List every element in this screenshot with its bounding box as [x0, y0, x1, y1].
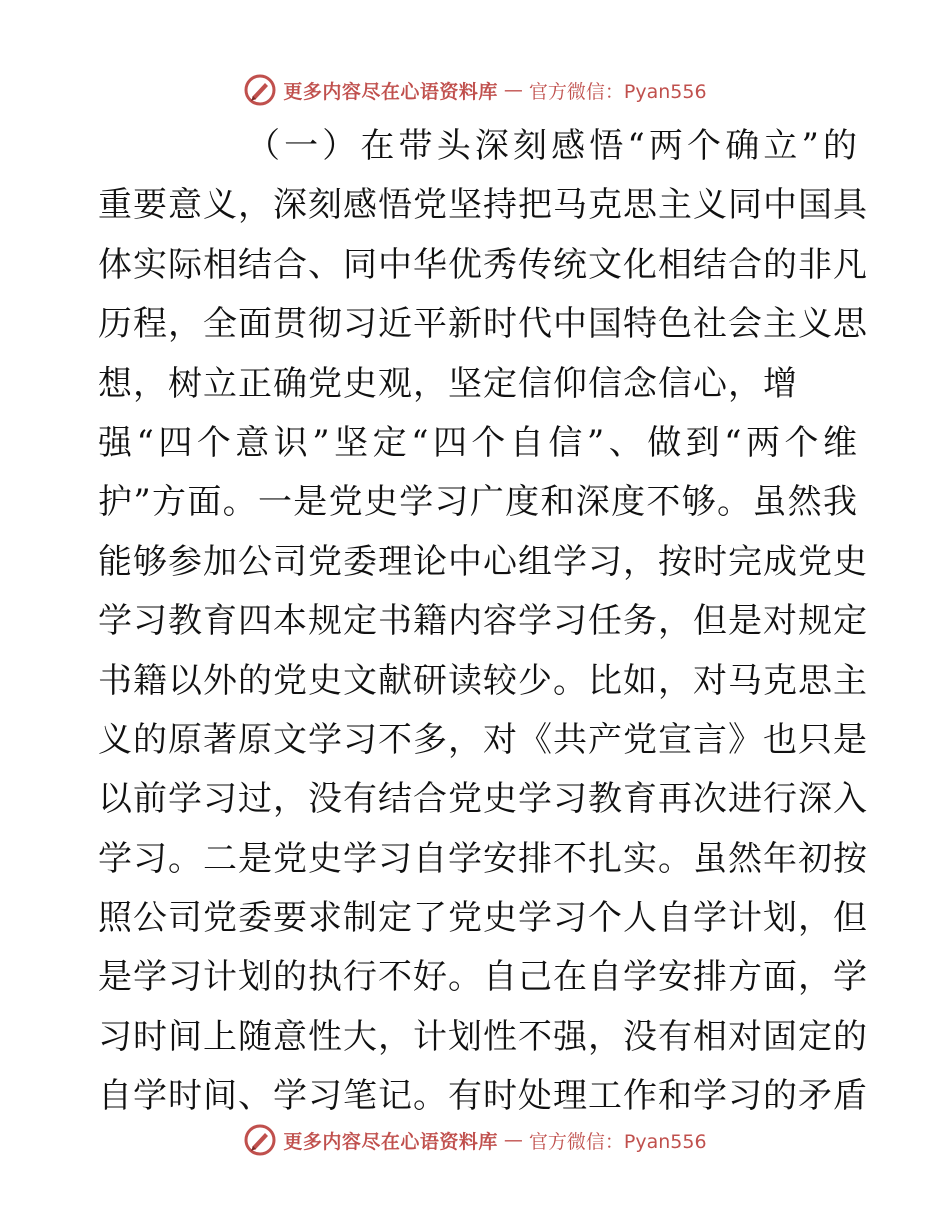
- text-line: 强“四个意识”坚定“四个自信”、做到“两个维: [98, 422, 858, 463]
- text-line: 护”方面。一是党史学习广度和深度不够。虽然我: [98, 482, 858, 523]
- banner-wechat: 官方微信：Pyan556: [528, 1130, 707, 1153]
- banner-text: 更多内容尽在心语资料库: [283, 80, 498, 103]
- pen-circle-logo-icon: [243, 1123, 277, 1157]
- text-line: 义的原著原文学习不多，对《共产党宣言》也只是: [98, 719, 868, 760]
- text-line: 学习。二是党史学习自学安排不扎实。虽然年初按: [98, 838, 868, 879]
- text-line: 历程，全面贯彻习近平新时代中国特色社会主义思: [98, 304, 868, 345]
- text-line: 体实际相结合、同中华优秀传统文化相结合的非凡: [98, 244, 868, 285]
- footer-banner: [0, 1120, 950, 1160]
- banner-wechat: 官方微信：Pyan556: [528, 80, 707, 103]
- banner-text: 更多内容尽在心语资料库: [283, 1130, 498, 1153]
- pen-circle-logo-icon: [243, 73, 277, 107]
- text-line: （一）在带头深刻感悟“两个确立”的: [246, 126, 858, 166]
- text-line: 习时间上随意性大，计划性不强，没有相对固定的: [98, 1016, 868, 1057]
- text-line: 重要意义，深刻感悟党坚持把马克思主义同中国具: [98, 185, 868, 226]
- header-banner: [0, 70, 950, 110]
- document-body: [98, 117, 868, 1127]
- text-line: 能够参加公司党委理论中心组学习，按时完成党史: [98, 541, 868, 582]
- banner-separator: —: [503, 1129, 523, 1151]
- text-line: 是学习计划的执行不好。自己在自学安排方面，学: [98, 957, 868, 998]
- text-line: 书籍以外的党史文献研读较少。比如，对马克思主: [98, 660, 868, 701]
- text-line: 自学时间、学习笔记。有时处理工作和学习的矛盾: [98, 1076, 868, 1117]
- text-line: 照公司党委要求制定了党史学习个人自学计划，但: [98, 898, 868, 939]
- text-line: 学习教育四本规定书籍内容学习任务，但是对规定: [98, 601, 868, 642]
- text-line: 想，树立正确党史观，坚定信仰信念信心，增: [98, 363, 798, 404]
- text-line: 以前学习过，没有结合党史学习教育再次进行深入: [98, 779, 868, 820]
- banner-separator: —: [503, 79, 523, 101]
